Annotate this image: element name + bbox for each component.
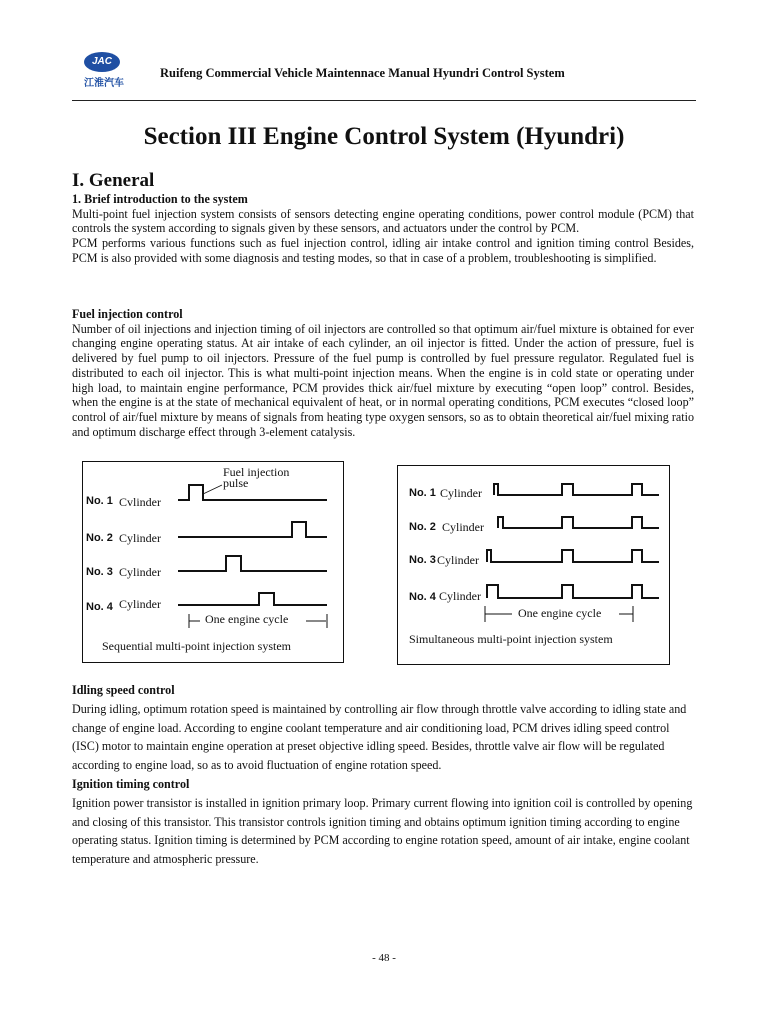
s-cyl-4-pulse — [487, 585, 659, 598]
general-heading: I. General — [72, 170, 155, 191]
cyl-1-label: Cvlinder — [119, 495, 161, 509]
cyl-2-number: No. 2 — [86, 532, 113, 544]
callout-line-1: Fuel injection — [223, 465, 290, 479]
jac-logo-text: 江淮汽车 — [84, 78, 124, 89]
callout-line-2: pulse — [223, 476, 249, 490]
right-figure-caption: Simultaneous multi-point injection system — [409, 632, 613, 646]
sequential-injection-figure — [82, 461, 344, 663]
cyl-2-pulse — [178, 522, 327, 537]
cyl-4-number: No. 4 — [86, 601, 113, 613]
s-cyl-1-number: No. 1 — [409, 487, 436, 499]
s-cyl-3-number: No. 3 — [409, 554, 436, 566]
intro-subheading: 1. Brief introduction to the system — [72, 192, 248, 206]
figure-border — [83, 462, 344, 663]
s-cyl-3-pulse — [487, 550, 659, 562]
callout-leader — [203, 485, 222, 494]
s-cyl-2-label: Cylinder — [442, 520, 484, 534]
idling-section — [72, 681, 694, 869]
idling-paragraph: During idling, optimum rotation speed is maintained by controlling air flow through throttle valve according to idling state and change of engine load. According to engine coolant temperature and air conditioning load, PCM drives idling speed control (ISC) motor to maintain engine operation at preset objective idling speed. Besides, throttle valve air flow will be regulated according to engine load, so as to avoid fluctuation of engine rotation speed. — [72, 701, 687, 773]
jac-logo-mark: JAC — [84, 52, 120, 72]
right-cycle-label: One engine cycle — [518, 606, 602, 620]
fuel-injection-paragraph: Number of oil injections and injection timing of oil injectors are controlled so that optimum air/fuel mixture is obtained for ever changing engine operating status. At air intake of each cylinder, an oil injector is fitted. Under the action of pressure, fuel is delivered by fuel pump to oil injectors. Pressure of the fuel pump is controlled by fuel pressure regulator. Regulated fuel is distributed to each oil injector. This is what multi-point injection means. When the engine is in cold state or operating under high load, to maintain engine performance, PCM provides thick air/fuel mixture by executing “open loop” control. Besides, when the engine is at the state of mechanical equivalent of heat, or in normal operating conditions, PCM executes “closed loop” control of air/fuel mixture by means of signals from heating type oxygen sensors, so as to obtain theoretical air/fuel mixing ratio and optimum discharge effect through 3-element catalysis. — [72, 321, 694, 439]
s-cyl-4-number: No. 4 — [409, 591, 436, 603]
simultaneous-injection-diagram — [397, 465, 670, 665]
left-cycle-label: One engine cycle — [205, 612, 289, 626]
cyl-3-pulse — [178, 556, 327, 571]
left-figure-caption: Sequential multi-point injection system — [102, 639, 291, 653]
cyl-1-pulse — [178, 485, 327, 500]
cyl-4-label: Cylinder — [119, 597, 161, 611]
page-header — [72, 48, 696, 101]
page-number: - 48 - — [372, 952, 396, 964]
s-cyl-1-label: Cylinder — [440, 486, 482, 500]
intro-paragraph-2: PCM performs various functions such as fuel injection control, idling air intake control and ignition timing control Besides, PCM is also provided with some diagnosis and testing modes, so that in case of a problem, troubleshooting is simplified. — [72, 236, 694, 265]
cyl-4-pulse — [178, 593, 327, 605]
ignition-heading: Ignition timing control — [72, 776, 190, 791]
jac-logo — [74, 52, 132, 96]
s-cyl-2-pulse — [498, 517, 659, 528]
intro-paragraph-1: Multi-point fuel injection system consists of sensors detecting engine operating conditions, power control module (PCM) that controls the system according to signals given by these sensors, and actuators under the control by PCM. — [72, 206, 694, 236]
fuel-injection-section — [72, 307, 694, 439]
sequential-injection-diagram — [82, 461, 344, 663]
cyl-1-number: No. 1 — [86, 495, 113, 507]
simultaneous-injection-figure — [397, 465, 670, 665]
fuel-injection-heading: Fuel injection control — [72, 307, 183, 321]
idling-heading: Idling speed control — [72, 683, 175, 697]
cyl-2-label: Cylinder — [119, 531, 161, 545]
s-cyl-2-number: No. 2 — [409, 521, 436, 533]
s-cyl-1-pulse — [494, 484, 659, 495]
cyl-3-label: Cylinder — [119, 565, 161, 579]
header-title: Ruifeng Commercial Vehicle Maintennace Manual Hyundri Control System — [160, 66, 565, 80]
cyl-3-number: No. 3 — [86, 566, 113, 578]
s-cyl-3-label: Cylinder — [437, 553, 479, 567]
s-cyl-4-label: Cylinder — [439, 589, 481, 603]
section-title: Section III Engine Control System (Hyundri) — [143, 123, 625, 150]
ignition-paragraph: Ignition power transistor is installed in ignition primary loop. Primary current flowing into ignition coil is controlled by opening and closing of this transistor. This transistor controls ignition timing and obtains optimum ignition timing according to engine operating status. Ignition timing is determined by PCM according to engine rotation speed, amount of air intake, engine coolant temperature and atmospheric pressure. — [72, 795, 693, 867]
general-section — [72, 192, 694, 266]
